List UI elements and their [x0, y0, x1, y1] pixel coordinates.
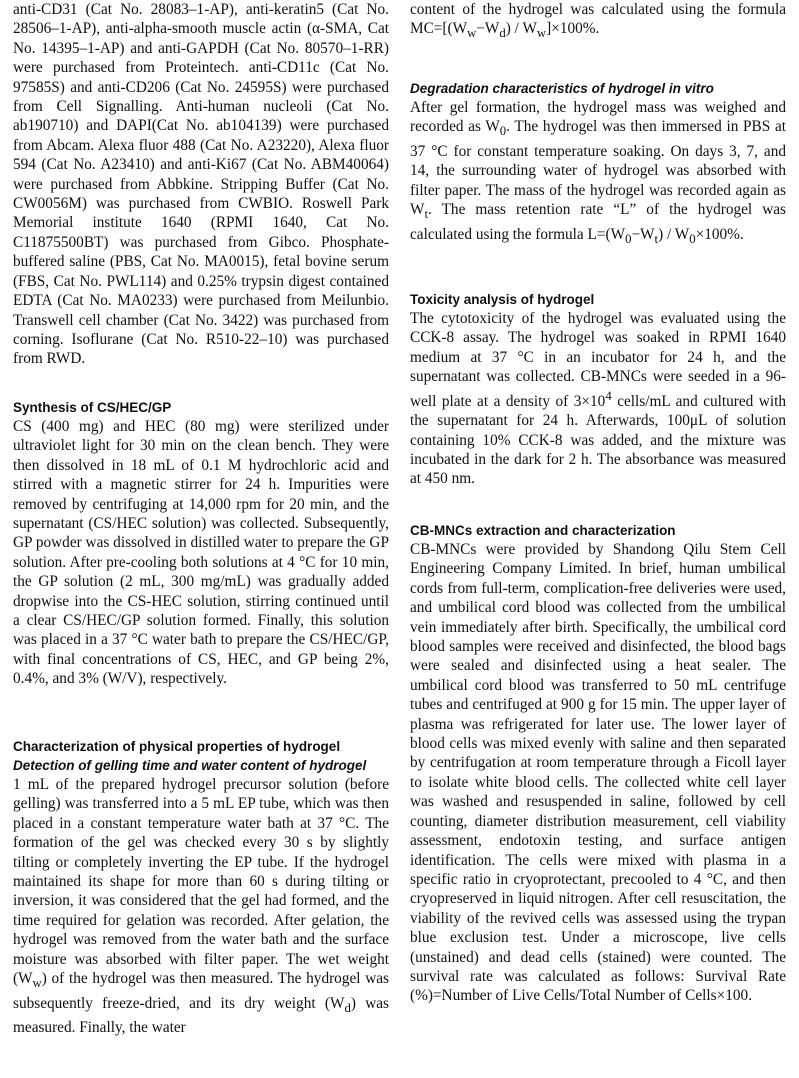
subscript-t: t: [424, 207, 428, 222]
toxicity-paragraph: [410, 309, 786, 489]
reagents-paragraph: anti-CD31 (Cat No. 28083–1-AP), anti-keratin5 (Cat No. 28506–1-AP), anti-alpha-smooth muscle actin (α-SMA, Cat No. 14395–1-AP) and anti-GAPDH (Cat No. 80570–1-RR) were purchased from Proteintech. anti-CD11c (Cat No. 97585S) and anti-CD206 (Cat No. 24595S) were purchased from Cell Signalling. Anti-human nucleoli (Cat No. ab190710) and DAPI(Cat No. ab104139) were purchased from Abcam. Alexa fluor 488 (Cat No. A23220), Alexa fluor 594 (Cat No. A23410) and anti-Ki67 (Cat No. ABM40064) were purchased from Abbkine. Stripping Buffer (Cat No. CW0056M) was purchased from CWBIO. Roswell Park Memorial institute 1640 (RPMI 1640, Cat No. C11875500BT) was purchased from Gibco. Phosphate-buffered saline (PBS, Cat No. MA0015), fetal bovine serum (FBS, Cat No. PWL114) and 0.25% trypsin digest contained EDTA (Cat No. MA0233) were purchased from Meilunbio. Transwell cell chamber (Cat No. 3422) was purchased from corning. Isoflurane (Cat No. R510-22–10) was purchased from RWD.: [13, 1, 389, 368]
tox-text-b: cells/mL and cultured with the supernatant for 24 h. Afterwards, 100μL of solution containing 10% CCK-8 was added, and the mixture was incubated in the dark for 2 h. The absorbance was measured at 450 nm.: [410, 392, 787, 488]
subscript-w: w: [467, 26, 477, 41]
cont-text-d: ]×100%.: [546, 20, 600, 38]
synthesis-paragraph: CS (400 mg) and HEC (80 mg) were sterilized under ultraviolet light for 30 min on the clean bench. They were then dissolved in 18 mL of 0.1 M hydrochloric acid and stirred with a magnetic stirrer for 24 h. Impurities were removed by centrifuging at 14,000 rpm for 20 min, and the supernatant (CS/HEC solution) was collected. Subsequently, GP powder was dissolved in distilled water to prepare the GP solution. After pre-cooling both solutions at 4 °C for 10 min, the GP solution (2 mL, 300 mg/mL) was gradually added dropwise into the CS-HEC solution, stirring continued until a clear CS/HEC/GP solution formed. Finally, this solution was placed in a 37 °C water bath to prepare the CS/HEC/GP, with final concentrations of CS, HEC, and GP being 2%, 0.4%, and 3% (W/V), respectively.: [13, 418, 389, 688]
deg-text-a: After gel formation, the hydrogel mass was weighed and recorded as W: [410, 99, 786, 136]
deg-text-f: ×100%.: [695, 225, 744, 243]
toxicity-heading: Toxicity analysis of hydrogel: [410, 292, 595, 307]
subscript-w: w: [536, 26, 547, 41]
characterization-section: [13, 737, 389, 1037]
subscript-d: d: [344, 1000, 351, 1015]
deg-text-c: . The mass retention rate “L” of the hydrogel was calculated using the formula L=(W: [410, 201, 786, 243]
synthesis-heading: Synthesis of CS/HEC/GP: [13, 400, 172, 415]
deg-text-e: ) / W: [658, 225, 690, 243]
subscript-0: 0: [689, 231, 696, 246]
tox-text-a: The cytotoxicity of the hydrogel was evaluated using the CCK-8 assay. The hydrogel was soaked in RPMI 1640 medium at 37 °C in an incubator for 24 h, and the supernatant was collected. CB-MNCs were seeded in a 96-well plate at a density of 3×10: [410, 310, 786, 410]
gelling-subheading: Detection of gelling time and water content of hydrogel: [13, 758, 367, 773]
cbmnc-paragraph: CB-MNCs were provided by Shandong Qilu Stem Cell Engineering Company Limited. In brief, human umbilical cords from full-term, complication-free deliveries were used, and umbilical cord blood was collected from the umbilical vein immediately after birth. Specifically, the umbilical cord blood samples were received and disinfected, the blood bags were sealed and disinfected using a heat sealer. The umbilical cord blood was transferred to 50 mL centrifuge tubes and centrifuged at 900 g for 15 min. The upper layer of plasma was refrigerated for later use. The lower layer of blood cells was mixed evenly with saline and then separated by centrifugation at room temperature through a Ficoll layer to isolate white blood cells. The collected white cell layer was washed and resuspended in saline, followed by cell counting, diameter distribution measurement, cell viability assessment, endotoxin testing, and surface antigen identification. The cells were mixed with plasma in a specific ratio in cryoprotectant, precooled to 4 °C, and then cryopreserved in liquid nitrogen. After cell resuscitation, the viability of the revived cells was assessed using the trypan blue exclusion test. Under a microscope, live cells (unstained) and dead cells (stained) were counted. The survival rate was calculated as follows: Survival Rate (%)=Number of Live Cells/Total Number of Cells×100.: [410, 541, 786, 1005]
characterization-heading: Characterization of physical properties of hydrogel: [13, 739, 341, 754]
subscript-w: w: [32, 976, 42, 991]
cont-text-c: ) / W: [505, 20, 537, 38]
subscript-t: t: [654, 231, 659, 246]
gelling-text-c: ) was measured. Finally, the water: [13, 994, 389, 1036]
degradation-section: [410, 79, 786, 249]
subscript-d: d: [499, 26, 506, 41]
reagents-section: [13, 0, 389, 369]
cont-text-a: content of the hydrogel was calculated using the formula MC=[(W: [410, 1, 786, 38]
degradation-paragraph: [410, 98, 786, 249]
deg-text-d: −W: [631, 225, 655, 243]
subscript-0: 0: [625, 231, 632, 246]
superscript-4: 4: [605, 388, 612, 403]
water-content-continuation: [410, 0, 786, 44]
toxicity-section: [410, 290, 786, 489]
subscript-0: 0: [499, 124, 507, 139]
gelling-text-a: 1 mL of the prepared hydrogel precursor solution (before gelling) was transferred into a 5 mL EP tube, which was then placed in a constant temperature water bath at 37 °C. The formation of the gel was checked every 30 s by slightly tilting or completely inverting the EP tube. If the hydrogel maintained its shape for more than 60 s during tilting or inversion, it was considered that the gel had formed, and the time required for gelation was recorded. After gelation, the hydrogel was removed from the water bath and the surface moisture was absorbed with filter paper. The wet weight (W: [13, 776, 389, 988]
continuation-paragraph: [410, 0, 786, 44]
cbmnc-heading: CB-MNCs extraction and characterization: [410, 523, 676, 538]
deg-text-b: . The hydrogel was then immersed in PBS at 37 °C for constant temperature soaking. On days 3, 7, and 14, the surrounding water of hydrogel was absorbed with filter paper. The mass of the hydrogel was recorded again as W: [410, 118, 786, 219]
synthesis-section: [13, 398, 389, 689]
gelling-paragraph: [13, 775, 389, 1037]
degradation-subheading: Degradation characteristics of hydrogel in vitro: [410, 81, 714, 96]
gelling-text-b: ) of the hydrogel was then measured. The hydrogel was subsequently freeze-dried, and its dry weight (W: [13, 970, 389, 1012]
cbmnc-section: [410, 521, 786, 1006]
cont-text-b: −W: [476, 20, 500, 38]
